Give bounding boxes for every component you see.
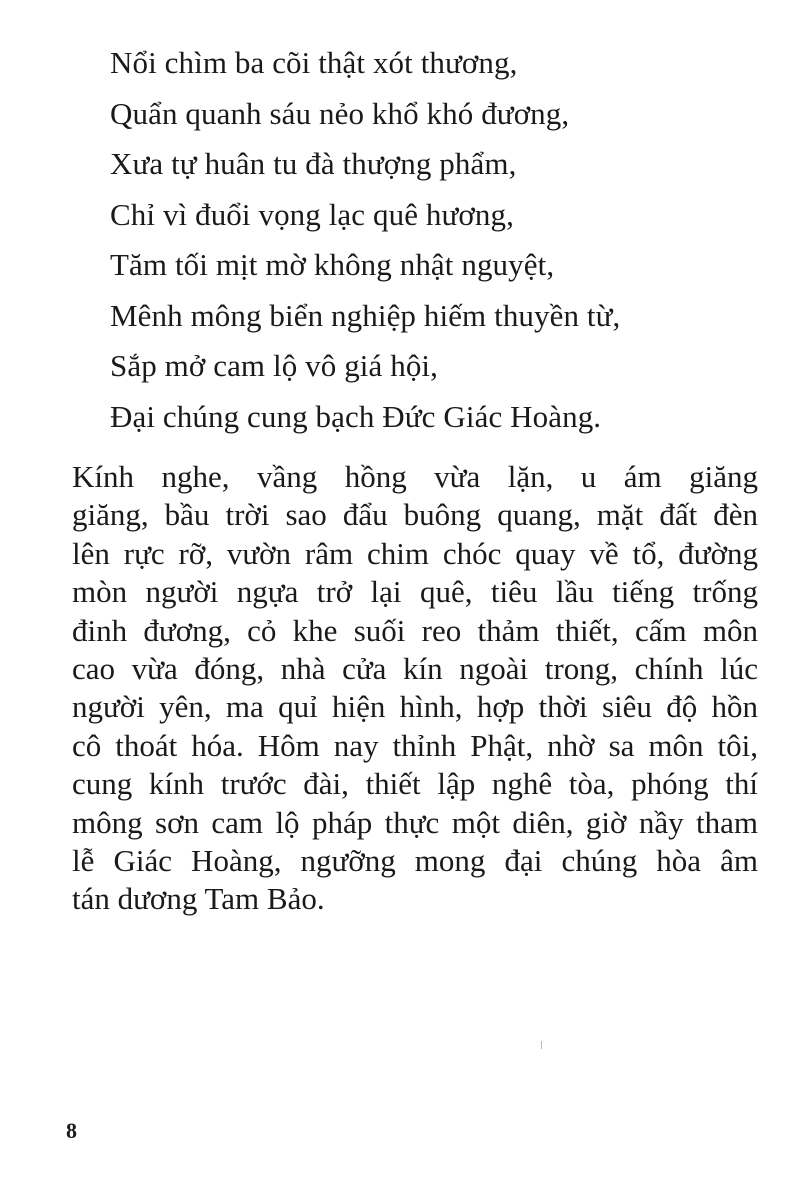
prose-line: cung kính trước đài, thiết lập nghê tòa, phóng thí xyxy=(72,766,758,802)
verse-line: Tăm tối mịt mờ không nhật nguyệt, xyxy=(110,247,555,282)
scan-speck xyxy=(541,1041,542,1049)
prose-line: cô thoát hóa. Hôm nay thỉnh Phật, nhờ sa môn tôi, xyxy=(72,727,758,763)
verse-line: Chỉ vì đuổi vọng lạc quê hương, xyxy=(110,196,514,232)
prose-line: người yên, ma quỉ hiện hình, hợp thời siêu độ hồn xyxy=(72,689,758,725)
prose-line: Kính nghe, vầng hồng vừa lặn, u ám giăng xyxy=(72,459,758,494)
prose-line: mòn người ngựa trở lại quê, tiêu lầu tiếng trống xyxy=(72,574,758,610)
verse-line: Mênh mông biển nghiệp hiếm thuyền từ, xyxy=(110,297,621,333)
prose-line: giăng, bầu trời sao đẩu buông quang, mặt đất đèn xyxy=(72,497,758,533)
verse-line: Nổi chìm ba cõi thật xót thương, xyxy=(110,45,518,80)
verse-block xyxy=(110,38,770,442)
prose-line: lên rực rỡ, vườn râm chim chóc quay về tổ, đường xyxy=(72,535,758,571)
prose-paragraph xyxy=(72,458,758,919)
prose-line: mông sơn cam lộ pháp thực một diên, giờ nầy tham xyxy=(72,804,758,840)
page-number: 8 xyxy=(66,1118,77,1143)
prose-line: cao vừa đóng, nhà cửa kín ngoài trong, chính lúc xyxy=(72,650,758,686)
prose-line: lễ Giác Hoàng, ngưỡng mong đại chúng hòa âm xyxy=(72,842,758,878)
verse-line: Xưa tự huân tu đà thượng phẩm, xyxy=(110,146,517,181)
verse-line: Đại chúng cung bạch Đức Giác Hoàng. xyxy=(110,398,602,434)
prose-line: tán dương Tam Bảo. xyxy=(72,881,325,917)
prose-line: đinh đương, cỏ khe suối reo thảm thiết, cấm môn xyxy=(72,612,758,648)
verse-line: Sắp mở cam lộ vô giá hội, xyxy=(110,348,438,383)
verse-line: Quẩn quanh sáu nẻo khổ khó đương, xyxy=(110,95,570,131)
